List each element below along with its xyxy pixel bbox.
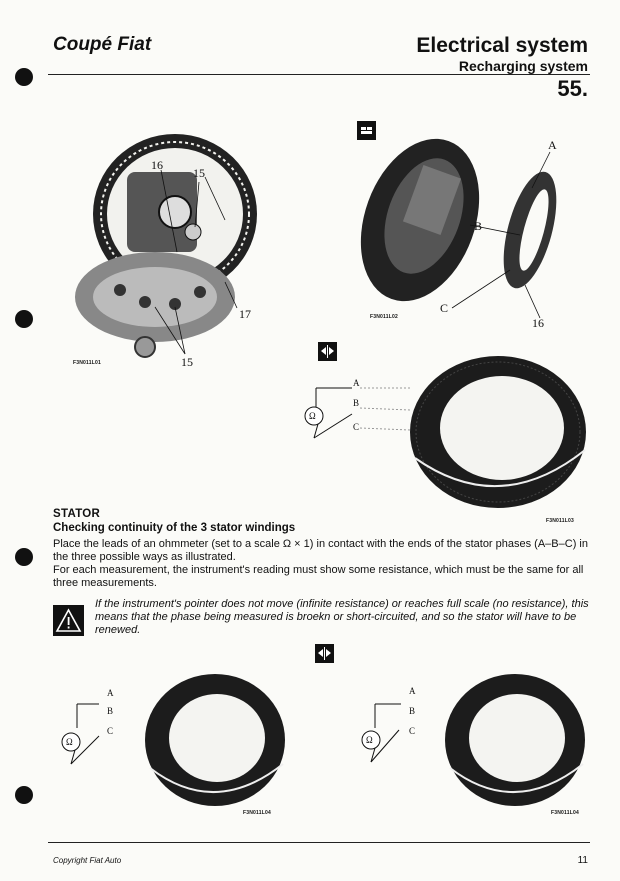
page-number: 11 <box>577 855 588 866</box>
callout-15b: 15 <box>181 355 193 369</box>
callout-a: A <box>353 378 360 388</box>
figure-code: F3N011L01 <box>73 360 101 366</box>
paragraph-2: For each measurement, the instrument's reading must show some resistance, which must be the same for all three measurements. <box>53 564 584 589</box>
callout-b: B <box>409 706 416 716</box>
section-title: Electrical system <box>416 34 588 57</box>
copyright: Copyright Fiat Auto <box>53 856 122 865</box>
callout-b: B <box>107 706 114 716</box>
callout-c: C <box>440 301 449 315</box>
stator-test-drawing <box>355 668 595 818</box>
page-code: 55. <box>557 76 588 101</box>
punch-hole-icon <box>15 310 33 328</box>
footer-rule <box>48 842 590 843</box>
callout-b: B <box>474 219 483 233</box>
brand-name: Coupé Fiat <box>53 34 152 55</box>
callout-a: A <box>409 686 416 696</box>
figure-stator-test-1 <box>300 340 590 524</box>
stator-test-drawing <box>300 340 590 520</box>
figure-code: F3N011L03 <box>546 518 574 524</box>
figure-code: F3N011L04 <box>551 810 579 816</box>
figure-stator-test-2 <box>55 668 300 818</box>
punch-hole-icon <box>15 786 33 804</box>
ohm-symbol: Ω <box>66 737 73 747</box>
punch-hole-icon <box>15 68 33 86</box>
section-subheading: Checking continuity of the 3 stator windings <box>53 522 296 534</box>
punch-hole-icon <box>15 548 33 566</box>
warning-triangle-icon <box>53 605 84 636</box>
figure-stator-exploded <box>340 120 580 330</box>
callout-c: C <box>353 422 360 432</box>
figure-stator-test-3 <box>355 668 595 818</box>
warning-text: If the instrument's pointer does not move (infinite resistance) or reaches full scale (no resistance), this means that the phase being measured is broekn or short-circuited, and so the stator will have to be renewed. <box>95 598 589 636</box>
subsection-title: Recharging system <box>458 58 588 74</box>
alternator-drawing <box>65 112 265 372</box>
stator-test-drawing <box>55 668 300 818</box>
callout-a: A <box>107 688 114 698</box>
section-heading: STATOR <box>53 508 101 520</box>
paragraph-1: Place the leads of an ohmmeter (set to a scale Ω × 1) in contact with the ends of the stator phases (A–B–C) in the three possible ways as illustrated. <box>53 538 588 563</box>
callout-a: A <box>548 138 557 152</box>
callout-17: 17 <box>239 307 251 321</box>
stator-exploded-drawing <box>340 120 580 330</box>
figure-code: F3N011L04 <box>243 810 271 816</box>
header-rule <box>48 74 590 75</box>
callout-c: C <box>107 726 114 736</box>
callout-16: 16 <box>151 158 163 172</box>
figure-code: F3N011L02 <box>370 314 398 320</box>
callout-16: 16 <box>532 316 544 330</box>
figure-alternator-cutaway <box>65 112 265 372</box>
measure-symbol-icon <box>315 644 334 663</box>
callout-c: C <box>409 726 416 736</box>
callout-15: 15 <box>193 166 205 180</box>
callout-b: B <box>353 398 360 408</box>
ohm-symbol: Ω <box>309 411 316 421</box>
ohm-symbol: Ω <box>366 735 373 745</box>
